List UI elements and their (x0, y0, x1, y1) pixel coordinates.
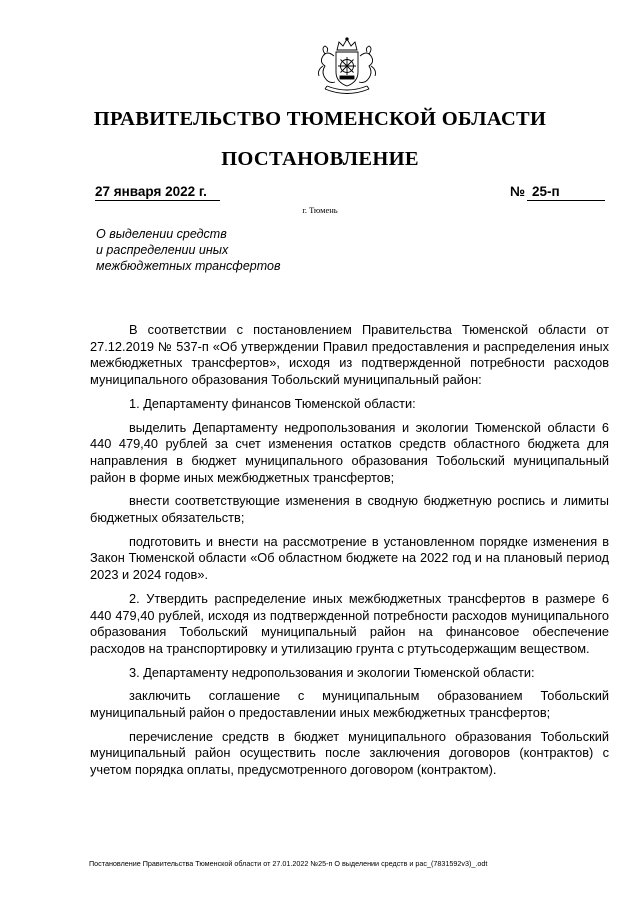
coat-of-arms-icon (309, 36, 385, 98)
subject-line: межбюджетных трансфертов (96, 259, 281, 273)
subject-line: О выделении средств (96, 227, 227, 241)
document-type-title: ПОСТАНОВЛЕНИЕ (221, 148, 419, 170)
subject-line: и распределении иных (96, 243, 229, 257)
document-footer: Постановление Правительства Тюменской области от 27.01.2022 №25-п О выделении средств и рас_(7831592v3)_.odt (89, 859, 488, 868)
document-subject (96, 226, 281, 274)
city-name: г. Тюмень (302, 205, 338, 215)
body-paragraph: выделить Департаменту недропользования и экологии Тюменской области 6 440 479,40 рублей за счет изменения остатков средств областного бюджета для направления в бюджет муниципального образования Тобольский муниципальный район в форме иных межбюджетных трансфертов; (90, 419, 609, 485)
document-date: 27 января 2022 г. (95, 184, 220, 201)
body-paragraph: 3. Департаменту недропользования и экологии Тюменской области: (129, 664, 535, 680)
body-paragraph: 1. Департаменту финансов Тюменской области: (129, 395, 416, 411)
body-paragraph: 2. Утвердить распределение иных межбюджетных трансфертов в размере 6 440 479,40 рублей, исходя из подтвержденной потребности расходов муниципального образования Тобольский муниципальный район на финансовое обеспечение расходов на транспортировку и утилизацию грунта с ртутьсодержащим веществом. (90, 590, 609, 656)
government-title: ПРАВИТЕЛЬСТВО ТЮМЕНСКОЙ ОБЛАСТИ (93, 108, 547, 130)
body-paragraph: В соответствии с постановлением Правительства Тюменской области от 27.12.2019 № 537-п «Об утверждении Правил предоставления и распределения иных межбюджетных трансфертов», исходя из подтвержденной потребности расходов муниципального образования Тобольский муниципальный район: (90, 322, 609, 388)
body-paragraph: заключить соглашение с муниципальным образованием Тобольский муниципальный район о предоставлении иных межбюджетных трансфертов; (90, 688, 609, 721)
document-body (90, 322, 609, 786)
document-number-label: № (510, 184, 526, 199)
body-paragraph: перечисление средств в бюджет муниципального образования Тобольский муниципальный район осуществить после заключения договоров (контрактов) с учетом порядка оплаты, предусмотренного договором (контрактом). (90, 728, 609, 778)
body-paragraph: внести соответствующие изменения в сводную бюджетную роспись и лимиты бюджетных обязательств; (90, 493, 609, 526)
body-paragraph: подготовить и внести на рассмотрение в установленном порядке изменения в Закон Тюменской области «Об областном бюджете на 2022 год и на плановый период 2023 и 2024 годов». (90, 533, 609, 583)
document-number: 25-п (527, 184, 605, 201)
